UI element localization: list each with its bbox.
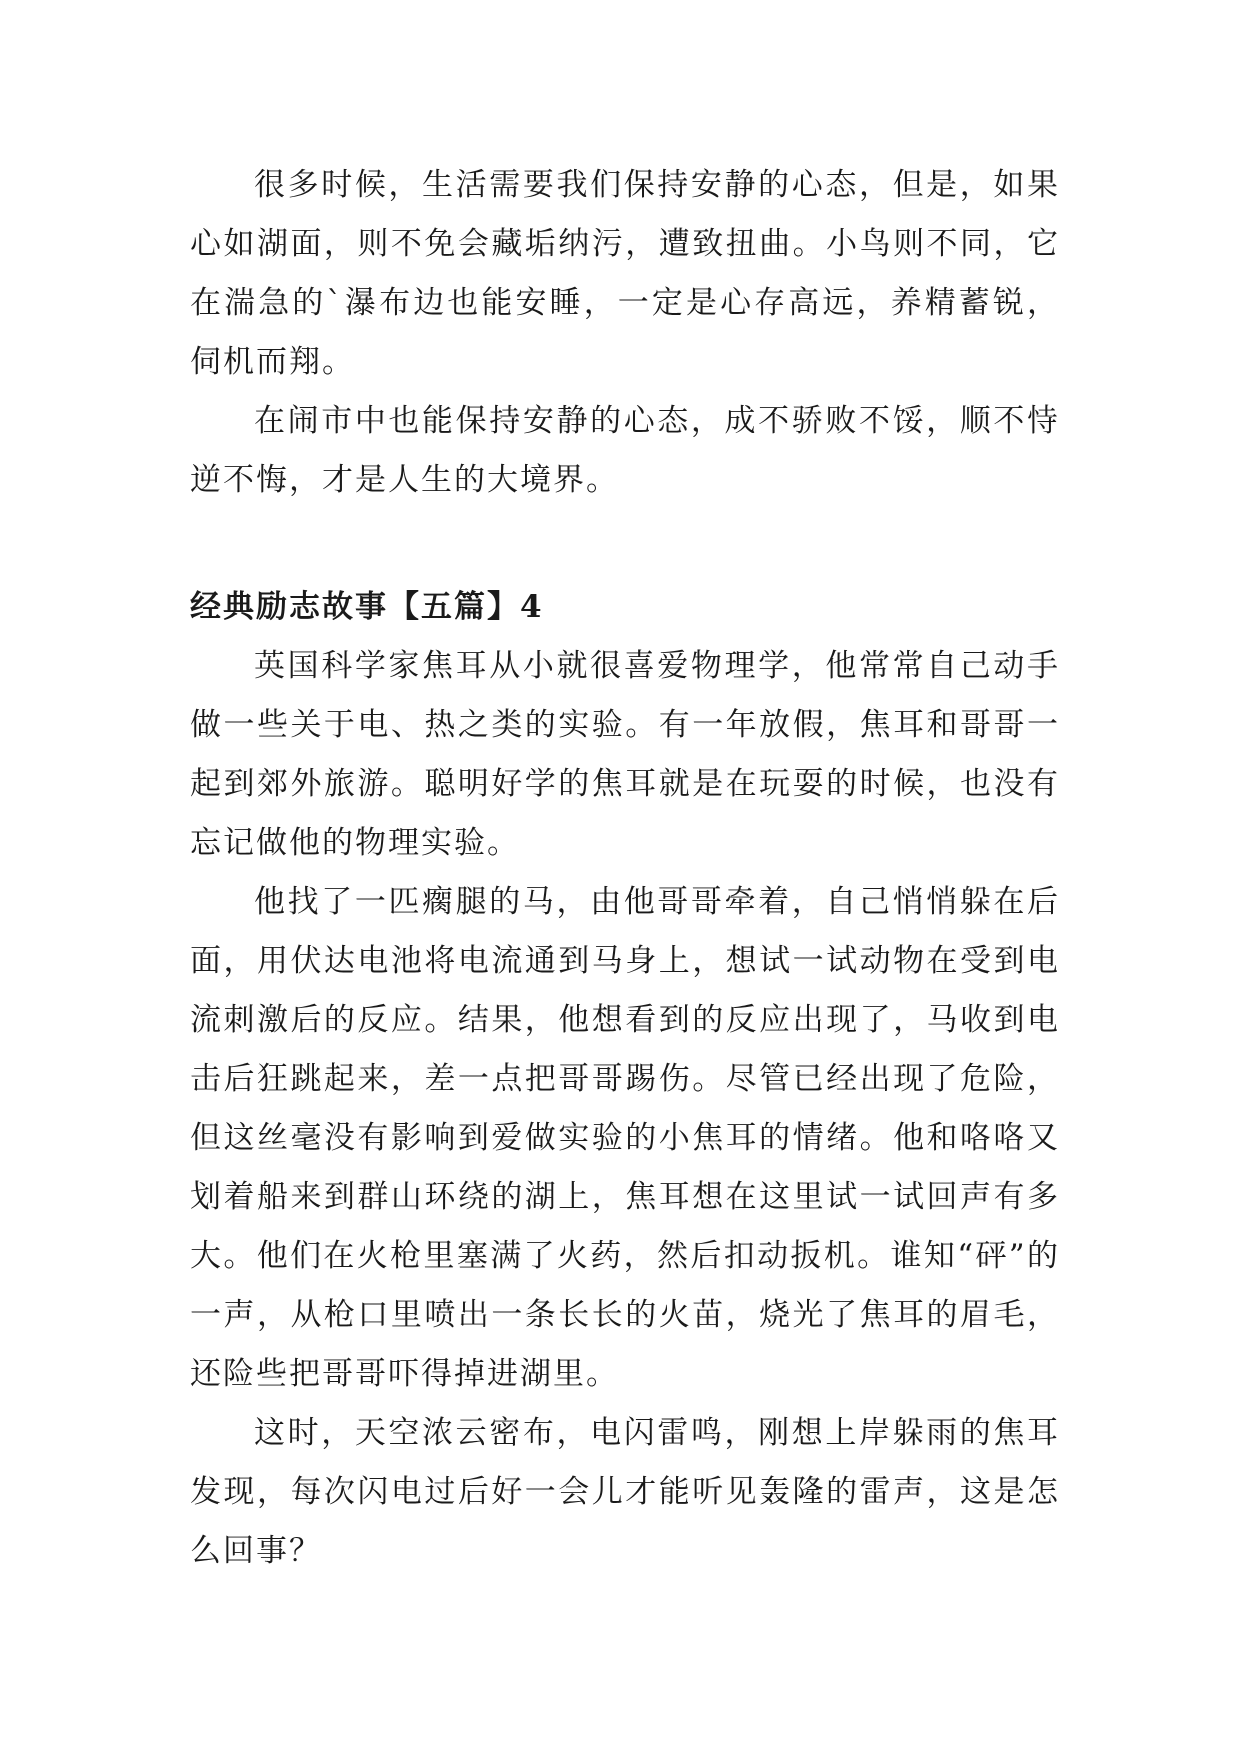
paragraph-joule-thunder: 这时，天空浓云密布，电闪雷鸣，刚想上岸躲雨的焦耳发现，每次闪电过后好一会儿才能听见轰隆的雷声，这是怎么回事？: [190, 1415, 1060, 1569]
document-body: [190, 156, 1060, 1581]
section-heading: 经典励志故事【五篇】4: [190, 589, 544, 625]
paragraph-joule-intro: 英国科学家焦耳从小就很喜爱物理学，他常常自己动手做一些关于电、热之类的实验。有一年放假，焦耳和哥哥一起到郊外旅游。聪明好学的焦耳就是在玩耍的时候，也没有忘记做他的物理实验。: [190, 648, 1060, 861]
paragraph-calm-mind: 很多时候，生活需要我们保持安静的心态，但是，如果心如湖面，则不免会藏垢纳污，遭致扭曲。小鸟则不同，它在湍急的`瀑布边也能安睡，一定是心存高远，养精蓄锐，伺机而翔。: [190, 167, 1060, 380]
paragraph-joule-experiments: 他找了一匹瘸腿的马，由他哥哥牵着，自己悄悄躲在后面，用伏达电池将电流通到马身上，想试一试动物在受到电流刺激后的反应。结果，他想看到的反应出现了，马收到电击后狂跳起来，差一点把哥哥踢伤。尽管已经出现了危险，但这丝毫没有影响到爱做实验的小焦耳的情绪。他和咯咯又划着船来到群山环绕的湖上，焦耳想在这里试一试回声有多大。他们在火枪里塞满了火药，然后扣动扳机。谁知“砰”的一声，从枪口里喷出一条长长的火苗，烧光了焦耳的眉毛，还险些把哥哥吓得掉进湖里。: [190, 884, 1060, 1392]
paragraph-great-realm: 在闹市中也能保持安静的心态，成不骄败不馁，顺不恃逆不悔，才是人生的大境界。: [190, 403, 1060, 498]
